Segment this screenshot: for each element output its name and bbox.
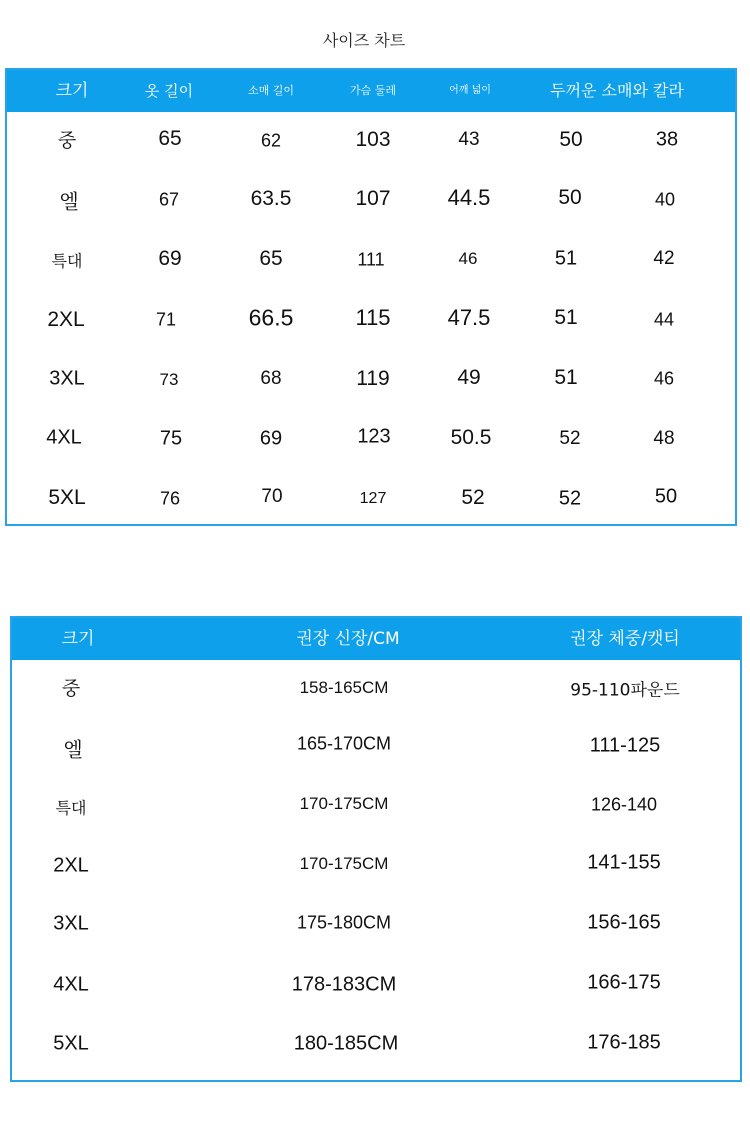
- header-shoulder: 어깨 넓이: [449, 85, 491, 96]
- length-cell: 73: [159, 370, 179, 389]
- weight-cell: 111-125: [589, 734, 661, 757]
- weight-cell: 176-185: [587, 1031, 661, 1054]
- header-recommended-height: 권장 신장/CM: [296, 629, 400, 649]
- collar-cell: 38: [655, 128, 679, 151]
- header-sleeve: 소매 길이: [247, 84, 295, 97]
- size-cell: 중: [57, 129, 77, 152]
- size-cell: 3XL: [53, 912, 89, 935]
- chest-cell: 103: [355, 128, 391, 151]
- chest-cell: 127: [359, 490, 387, 507]
- height-cell: 158-165CM: [299, 678, 389, 697]
- chest-cell: 119: [356, 367, 390, 390]
- height-cell: 180-185CM: [293, 1032, 399, 1055]
- height-cell: 170-175CM: [299, 854, 389, 873]
- thick-sleeve-cell: 52: [559, 428, 581, 449]
- collar-cell: 44: [653, 309, 675, 330]
- weight-cell: 166-175: [587, 971, 661, 994]
- chest-cell: 111: [357, 249, 385, 270]
- header-size: 크기: [55, 81, 89, 101]
- size-chart-table: [5, 68, 737, 526]
- chest-cell: 115: [355, 305, 391, 330]
- thick-sleeve-cell: 51: [554, 306, 578, 329]
- height-cell: 178-183CM: [291, 973, 397, 996]
- weight-cell: 156-165: [587, 911, 661, 934]
- length-cell: 76: [159, 488, 181, 509]
- size-cell: 3XL: [49, 367, 85, 390]
- weight-cell: 141-155: [587, 851, 661, 874]
- recommended-size-header: [12, 618, 740, 660]
- shoulder-cell: 52: [461, 486, 485, 509]
- chest-cell: 123: [357, 425, 391, 448]
- thick-sleeve-cell: 51: [554, 366, 578, 389]
- header-chest: 가슴 둘레: [349, 84, 397, 97]
- sleeve-cell: 63.5: [250, 187, 292, 210]
- size-cell: 특대: [51, 251, 83, 271]
- header-length: 옷 길이: [144, 82, 194, 100]
- size-cell: 중: [61, 677, 81, 700]
- thick-sleeve-cell: 51: [554, 247, 578, 270]
- shoulder-cell: 47.5: [447, 305, 491, 330]
- size-cell: 2XL: [47, 308, 85, 331]
- length-cell: 69: [158, 247, 182, 270]
- header-recommended-weight: 권장 체중/캣티: [570, 629, 680, 649]
- shoulder-cell: 43: [458, 129, 480, 150]
- header-thick-sleeve-collar: 두꺼운 소매와 칼라: [550, 81, 684, 100]
- recommended-size-table: [10, 616, 742, 1082]
- collar-cell: 48: [653, 428, 675, 449]
- size-cell: 5XL: [48, 486, 86, 509]
- length-cell: 65: [158, 127, 182, 150]
- thick-sleeve-cell: 50: [559, 128, 583, 151]
- size-cell: 4XL: [46, 426, 82, 449]
- length-cell: 75: [159, 427, 183, 450]
- size-cell: 엘: [63, 737, 83, 762]
- sleeve-cell: 69: [259, 427, 283, 450]
- size-cell: 특대: [55, 798, 87, 818]
- sleeve-cell: 62: [260, 130, 282, 151]
- collar-cell: 40: [654, 189, 676, 210]
- sleeve-cell: 65: [259, 247, 283, 270]
- shoulder-cell: 44.5: [447, 185, 491, 210]
- size-cell: 2XL: [53, 854, 89, 877]
- shoulder-cell: 50.5: [450, 426, 492, 449]
- thick-sleeve-cell: 50: [558, 186, 582, 209]
- size-cell: 5XL: [53, 1032, 89, 1055]
- collar-cell: 46: [653, 368, 675, 389]
- length-cell: 71: [155, 309, 177, 330]
- header-size: 크기: [61, 629, 95, 649]
- thick-sleeve-cell: 52: [558, 487, 582, 510]
- size-chart-title: 사이즈 차트: [322, 31, 406, 50]
- sleeve-cell: 68: [260, 368, 282, 389]
- length-cell: 67: [158, 189, 180, 210]
- collar-cell: 42: [653, 248, 675, 269]
- chest-cell: 107: [355, 187, 391, 210]
- size-cell: 엘: [59, 189, 79, 214]
- size-cell: 4XL: [53, 973, 89, 996]
- shoulder-cell: 46: [458, 249, 478, 268]
- collar-cell: 50: [654, 485, 678, 508]
- height-cell: 175-180CM: [296, 912, 392, 933]
- shoulder-cell: 49: [457, 366, 481, 389]
- sleeve-cell: 70: [261, 486, 283, 507]
- height-cell: 165-170CM: [296, 733, 392, 754]
- weight-cell: 126-140: [590, 794, 658, 815]
- sleeve-cell: 66.5: [248, 304, 294, 331]
- weight-cell: 95-110파운드: [570, 680, 680, 701]
- height-cell: 170-175CM: [299, 794, 389, 813]
- size-chart-header: [7, 70, 735, 112]
